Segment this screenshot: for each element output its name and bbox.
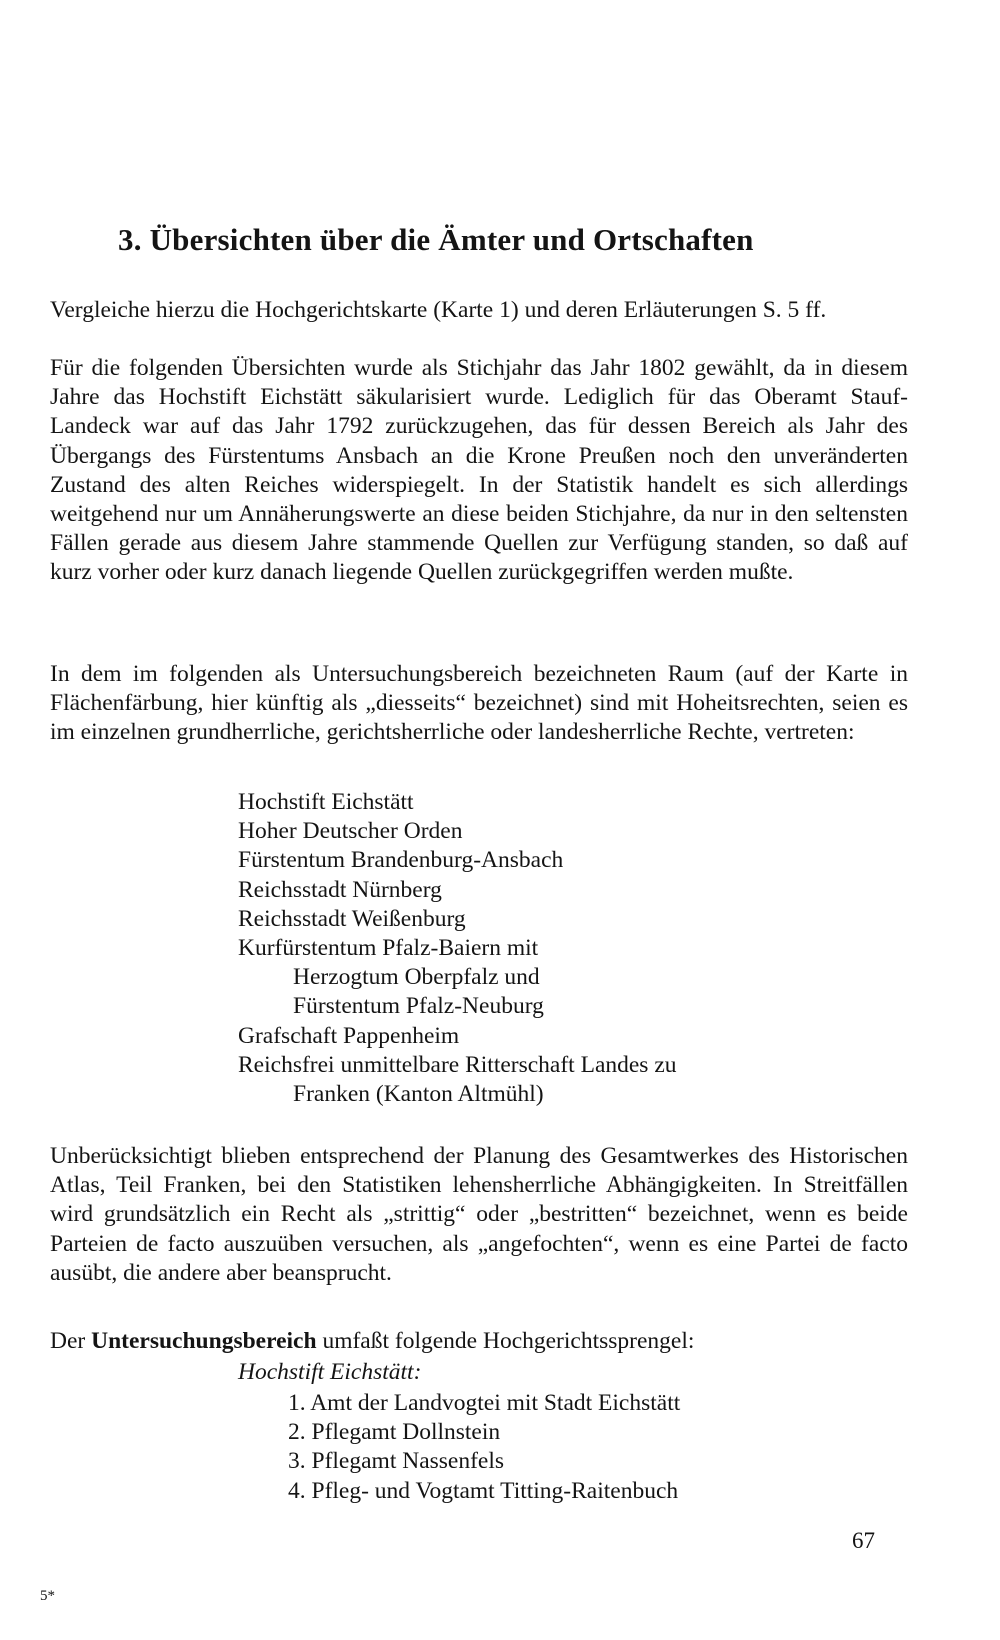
territory-subitem: Herzogtum Oberpfalz und <box>293 964 540 991</box>
paragraph-territory-intro: In dem im folgenden als Untersuchungsbereich bezeichneten Raum (auf der Karte in Flächenfärbung, hier künftig als „diesseits“ bezeichnet) sind mit Hoheitsrechten, seien es im einzelnen grundherrliche, gerichtsherrliche oder landesherrliche Rechte, vertreten: <box>50 661 908 746</box>
territory-subitem: Franken (Kanton Altmühl) <box>293 1081 544 1108</box>
territory-item: Grafschaft Pappenheim <box>238 1022 460 1049</box>
paragraph-reference-year: Für die folgenden Übersichten wurde als Stichjahr das Jahr 1802 gewählt, da in diesem Jahre das Hochstift Eichstätt säkularisiert wurde. Lediglich für das Oberamt Stauf-Landeck war auf das Jahr 1792 zurückzugehen, das für dessen Bereich als Jahr des Übergangs des Fürstentums Ansbach an die Krone Preußen noch den unveränderten Zustand des alten Reiches widerspiegelt. In der Statistik handelt es sich allerdings weitgehend nur um Annäherungswerte an diese beiden Stichjahre, da nur in den seltensten Fällen gerade aus diesem Jahre stammende Quellen zur Verfügung standen, so daß auf kurz vorher oder kurz danach liegende Quellen zurückgegriffen werden mußte. <box>50 355 908 586</box>
survey-intro <box>50 1327 694 1356</box>
district-item: 1. Amt der Landvogtei mit Stadt Eichstätt <box>288 1390 681 1416</box>
survey-subheading: Hochstift Eichstätt: <box>238 1359 422 1385</box>
territory-item: Hoher Deutscher Orden <box>238 818 463 845</box>
territory-list <box>238 788 918 1109</box>
page-number: 67 <box>852 1528 875 1553</box>
territory-item: Hochstift Eichstätt <box>238 789 414 815</box>
territory-item: Reichsfrei unmittelbare Ritterschaft Landes zu <box>238 1051 677 1078</box>
survey-prefix: Der <box>50 1328 86 1354</box>
district-list <box>288 1389 680 1506</box>
district-item: 3. Pflegamt Nassenfels <box>288 1448 505 1475</box>
survey-suffix: umfaßt folgende Hochgerichtssprengel: <box>322 1328 695 1354</box>
territory-item: Kurfürstentum Pfalz-Baiern mit <box>238 935 539 962</box>
paragraph-disputes: Unberücksichtigt blieben entsprechend der Planung des Gesamtwerkes des Historischen Atlas, Teil Franken, bei den Statistiken lehensherrliche Abhängigkeiten. In Streitfällen wird grundsätzlich ein Recht als „strittig“ oder „bestritten“ bezeichnet, wenn es beide Parteien de facto auszuüben versuchen, als „angefochten“, wenn es eine Partei de facto ausübt, die andere aber beansprucht. <box>50 1143 908 1286</box>
paragraph-reference: Vergleiche hierzu die Hochgerichtskarte (Karte 1) und deren Erläuterungen S. 5 ff. <box>50 297 827 323</box>
territory-subitem: Fürstentum Pfalz-Neuburg <box>293 993 544 1020</box>
district-item: 4. Pfleg- und Vogtamt Titting-Raitenbuch <box>288 1477 679 1504</box>
section-heading: 3. Übersichten über die Ämter und Ortschaften <box>118 222 754 257</box>
survey-bold-term: Untersuchungsbereich <box>91 1328 317 1354</box>
territory-item: Reichsstadt Nürnberg <box>238 876 442 903</box>
territory-item: Fürstentum Brandenburg-Ansbach <box>238 847 564 874</box>
district-item: 2. Pflegamt Dollnstein <box>288 1419 501 1446</box>
territory-item: Reichsstadt Weißenburg <box>238 905 466 932</box>
signature-mark: 5* <box>40 1588 55 1604</box>
